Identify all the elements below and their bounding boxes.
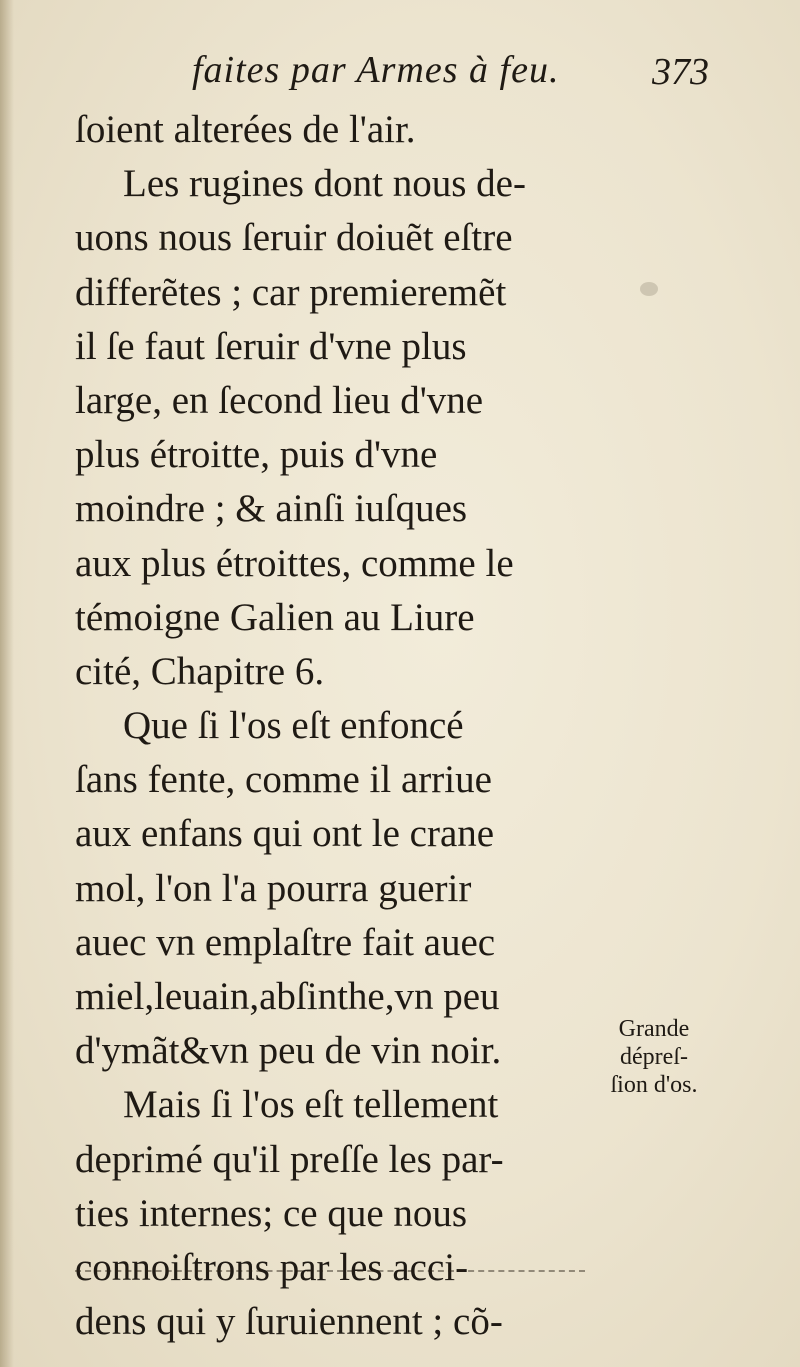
text-line: miel,leuain,abſinthe,vn peu bbox=[75, 975, 500, 1018]
text-line: uons nous ſeruir doiuẽt eſtre bbox=[75, 216, 513, 260]
text-line: differẽtes ; car premieremẽt bbox=[75, 270, 507, 314]
text-line: il ſe faut ſeruir d'vne plus bbox=[75, 324, 467, 368]
text-block bbox=[75, 103, 595, 1349]
margin-note-line: ſion d'os. bbox=[610, 1072, 698, 1098]
text-line: connoiſtrons par les acci- bbox=[75, 1245, 469, 1289]
margin-note bbox=[584, 1015, 724, 1099]
text-line: cité, Chapitre 6. bbox=[75, 649, 325, 693]
text-line: d'ymãt&vn peu de vin noir. bbox=[75, 1029, 502, 1073]
text-line: large, en ſecond lieu d'vne bbox=[75, 378, 484, 422]
text-line: aux enfans qui ont le crane bbox=[75, 812, 495, 856]
text-line: ſans fente, comme il arriue bbox=[75, 758, 492, 802]
text-line: Que ſi l'os eſt enfoncé bbox=[123, 704, 464, 748]
text-line: ſoient alterées de l'air. bbox=[75, 108, 416, 151]
text-line: dens qui y ſuruiennent ; cõ- bbox=[75, 1300, 503, 1344]
gutter-shadow bbox=[0, 0, 14, 1367]
text-line: ties internes; ce que nous bbox=[75, 1191, 468, 1235]
text-line: témoigne Galien au Liure bbox=[75, 595, 475, 639]
text-line: mol, l'on l'a pourra guerir bbox=[75, 866, 472, 910]
text-line: Mais ſi l'os eſt tellement bbox=[123, 1083, 499, 1127]
page-header bbox=[0, 42, 800, 102]
text-line: auec vn emplaſtre fait auec bbox=[75, 920, 496, 964]
paper-stain bbox=[640, 282, 658, 296]
running-head: faites par Armes à feu. bbox=[192, 49, 560, 91]
catchword-rule bbox=[75, 1270, 585, 1272]
text-line: deprimé qu'il preſſe les par- bbox=[75, 1137, 504, 1181]
margin-note-line: dépreſ- bbox=[620, 1044, 688, 1070]
text-line: plus étroitte, puis d'vne bbox=[75, 433, 438, 477]
text-line: Les rugines dont nous de- bbox=[123, 162, 526, 206]
text-line: aux plus étroittes, comme le bbox=[75, 541, 514, 585]
text-line: moindre ; & ainſi iuſques bbox=[75, 487, 468, 531]
page-number: 373 bbox=[652, 51, 709, 93]
margin-note-line: Grande bbox=[618, 1016, 690, 1042]
